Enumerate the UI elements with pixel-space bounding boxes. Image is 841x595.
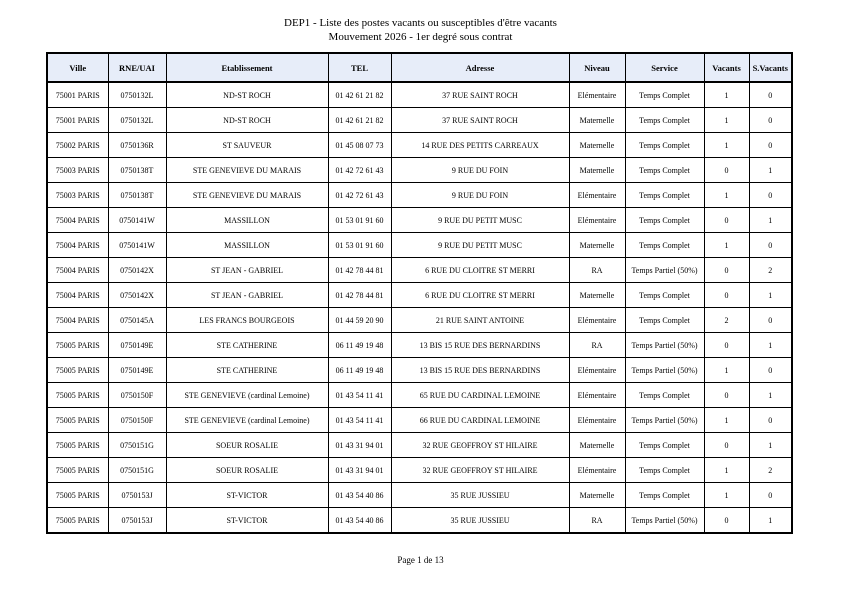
table-cell: Temps Complet	[625, 108, 704, 133]
table-cell: Temps Complet	[625, 158, 704, 183]
table-cell: 75005 PARIS	[47, 333, 108, 358]
table-cell: Elémentaire	[569, 308, 625, 333]
table-row	[47, 208, 792, 233]
table-cell: 1	[704, 358, 749, 383]
table-cell: 6 RUE DU CLOITRE ST MERRI	[391, 283, 569, 308]
table-cell: 1	[749, 158, 792, 183]
table-cell: 0	[704, 158, 749, 183]
table-cell: Maternelle	[569, 158, 625, 183]
table-cell: 9 RUE DU PETIT MUSC	[391, 233, 569, 258]
table-row	[47, 133, 792, 158]
table-cell: 0750151G	[108, 433, 166, 458]
table-cell: Temps Complet	[625, 458, 704, 483]
table-cell: Temps Complet	[625, 208, 704, 233]
table-cell: 0750141W	[108, 208, 166, 233]
table-cell: 9 RUE DU PETIT MUSC	[391, 208, 569, 233]
table-cell: 75005 PARIS	[47, 433, 108, 458]
table-row	[47, 383, 792, 408]
table-body	[47, 82, 792, 533]
table-cell: 0	[704, 258, 749, 283]
table-cell: 0	[749, 233, 792, 258]
table-cell: Elémentaire	[569, 82, 625, 108]
table-cell: STE CATHERINE	[166, 358, 328, 383]
table-cell: 0750141W	[108, 233, 166, 258]
table-cell: 01 43 54 40 86	[328, 483, 391, 508]
table-cell: 1	[704, 233, 749, 258]
table-cell: 9 RUE DU FOIN	[391, 158, 569, 183]
title-line-2: Mouvement 2026 - 1er degré sous contrat	[328, 31, 513, 43]
table-row	[47, 308, 792, 333]
table-header	[47, 53, 792, 82]
table-cell: 2	[749, 258, 792, 283]
table-cell: 0750132L	[108, 108, 166, 133]
table-cell: SOEUR ROSALIE	[166, 433, 328, 458]
table-row	[47, 158, 792, 183]
table-cell: MASSILLON	[166, 233, 328, 258]
table-row	[47, 108, 792, 133]
table-cell: STE GENEVIEVE DU MARAIS	[166, 158, 328, 183]
table-cell: 1	[749, 508, 792, 534]
vacant-posts-table	[46, 52, 793, 534]
table-cell: RA	[569, 258, 625, 283]
table-cell: Maternelle	[569, 483, 625, 508]
table-cell: ND-ST ROCH	[166, 82, 328, 108]
table-cell: 0	[749, 308, 792, 333]
table-cell: 2	[749, 458, 792, 483]
table-cell: Maternelle	[569, 433, 625, 458]
table-cell: 37 RUE SAINT ROCH	[391, 108, 569, 133]
table-cell: 01 43 54 40 86	[328, 508, 391, 534]
column-header: RNE/UAI	[108, 53, 166, 82]
table-cell: 1	[704, 458, 749, 483]
table-cell: 0750150F	[108, 383, 166, 408]
table-cell: Elémentaire	[569, 208, 625, 233]
table-row	[47, 483, 792, 508]
table-cell: ST JEAN - GABRIEL	[166, 283, 328, 308]
table-cell: 01 42 78 44 81	[328, 258, 391, 283]
table-cell: Elémentaire	[569, 458, 625, 483]
table-cell: ST-VICTOR	[166, 483, 328, 508]
column-header: TEL	[328, 53, 391, 82]
table-cell: ST JEAN - GABRIEL	[166, 258, 328, 283]
table-cell: MASSILLON	[166, 208, 328, 233]
table-cell: 0	[704, 383, 749, 408]
table-cell: Temps Complet	[625, 82, 704, 108]
table-cell: 75002 PARIS	[47, 133, 108, 158]
table-cell: Maternelle	[569, 233, 625, 258]
column-header: Ville	[47, 53, 108, 82]
table-cell: 66 RUE DU CARDINAL LEMOINE	[391, 408, 569, 433]
column-header: Adresse	[391, 53, 569, 82]
table-cell: 01 43 31 94 01	[328, 458, 391, 483]
table-cell: 0750142X	[108, 283, 166, 308]
table-cell: 0	[704, 333, 749, 358]
table-cell: 21 RUE SAINT ANTOINE	[391, 308, 569, 333]
table-row	[47, 408, 792, 433]
table-cell: RA	[569, 333, 625, 358]
table-cell: Temps Complet	[625, 233, 704, 258]
table-cell: 6 RUE DU CLOITRE ST MERRI	[391, 258, 569, 283]
table-cell: 01 42 72 61 43	[328, 183, 391, 208]
table-cell: 14 RUE DES PETITS CARREAUX	[391, 133, 569, 158]
table-cell: 1	[749, 433, 792, 458]
table-cell: 35 RUE JUSSIEU	[391, 508, 569, 534]
column-header: Service	[625, 53, 704, 82]
table-row	[47, 233, 792, 258]
table-cell: 0	[704, 283, 749, 308]
table-cell: 13 BIS 15 RUE DES BERNARDINS	[391, 358, 569, 383]
table-cell: Temps Partiel (50%)	[625, 333, 704, 358]
table-cell: 0	[704, 208, 749, 233]
table-row	[47, 358, 792, 383]
table-cell: 01 42 61 21 82	[328, 108, 391, 133]
table-cell: 0750151G	[108, 458, 166, 483]
table-cell: 0750138T	[108, 183, 166, 208]
table-cell: 01 42 61 21 82	[328, 82, 391, 108]
table-cell: 1	[749, 283, 792, 308]
table-cell: 75005 PARIS	[47, 483, 108, 508]
column-header: Vacants	[704, 53, 749, 82]
table-row	[47, 508, 792, 534]
table-row	[47, 183, 792, 208]
table-cell: 0	[749, 183, 792, 208]
table-row	[47, 433, 792, 458]
table-cell: ND-ST ROCH	[166, 108, 328, 133]
table-cell: 1	[749, 333, 792, 358]
table-cell: 75005 PARIS	[47, 508, 108, 534]
table-cell: 1	[704, 483, 749, 508]
table-row	[47, 458, 792, 483]
table-cell: 2	[704, 308, 749, 333]
table-cell: Temps Partiel (50%)	[625, 358, 704, 383]
document-title	[0, 16, 841, 44]
table-cell: 0750153J	[108, 508, 166, 534]
table-cell: 01 53 01 91 60	[328, 233, 391, 258]
table-cell: STE GENEVIEVE (cardinal Lemoine)	[166, 408, 328, 433]
table-cell: Maternelle	[569, 108, 625, 133]
table-cell: 0750149E	[108, 333, 166, 358]
table-cell: ST-VICTOR	[166, 508, 328, 534]
table-cell: Elémentaire	[569, 383, 625, 408]
table-cell: 0	[704, 508, 749, 534]
table-cell: 01 43 54 11 41	[328, 383, 391, 408]
table-cell: 06 11 49 19 48	[328, 333, 391, 358]
table-cell: 0750142X	[108, 258, 166, 283]
table-cell: 0750149E	[108, 358, 166, 383]
table-row	[47, 283, 792, 308]
table-cell: 01 53 01 91 60	[328, 208, 391, 233]
table-header-row	[47, 53, 792, 82]
table-cell: 0750136R	[108, 133, 166, 158]
table-cell: 1	[704, 408, 749, 433]
table-cell: 0	[749, 483, 792, 508]
table-cell: SOEUR ROSALIE	[166, 458, 328, 483]
column-header: S.Vacants	[749, 53, 792, 82]
table-cell: Temps Complet	[625, 308, 704, 333]
table-cell: Elémentaire	[569, 408, 625, 433]
table-cell: 01 45 08 07 73	[328, 133, 391, 158]
table-cell: STE CATHERINE	[166, 333, 328, 358]
table-cell: Temps Complet	[625, 183, 704, 208]
table-row	[47, 333, 792, 358]
table-cell: 0750132L	[108, 82, 166, 108]
table-cell: Temps Complet	[625, 133, 704, 158]
table-cell: Temps Partiel (50%)	[625, 408, 704, 433]
table-cell: 1	[704, 108, 749, 133]
table-cell: 01 44 59 20 90	[328, 308, 391, 333]
table-cell: 01 43 31 94 01	[328, 433, 391, 458]
table-cell: 0750138T	[108, 158, 166, 183]
table-cell: 32 RUE GEOFFROY ST HILAIRE	[391, 458, 569, 483]
table-cell: Temps Complet	[625, 483, 704, 508]
table-cell: 0	[704, 433, 749, 458]
table-cell: 75004 PARIS	[47, 233, 108, 258]
table-cell: 75004 PARIS	[47, 283, 108, 308]
table-cell: 0750153J	[108, 483, 166, 508]
table-cell: 35 RUE JUSSIEU	[391, 483, 569, 508]
column-header: Etablissement	[166, 53, 328, 82]
table-cell: 0	[749, 108, 792, 133]
table-cell: 75004 PARIS	[47, 258, 108, 283]
table-cell: Temps Complet	[625, 383, 704, 408]
table-cell: 0750145A	[108, 308, 166, 333]
table-cell: 75005 PARIS	[47, 358, 108, 383]
table-cell: RA	[569, 508, 625, 534]
table-cell: 01 42 72 61 43	[328, 158, 391, 183]
table-cell: 75001 PARIS	[47, 108, 108, 133]
table-cell: Temps Complet	[625, 283, 704, 308]
table-cell: 1	[704, 133, 749, 158]
table-cell: 9 RUE DU FOIN	[391, 183, 569, 208]
table-cell: 37 RUE SAINT ROCH	[391, 82, 569, 108]
table-cell: 1	[704, 183, 749, 208]
table-cell: Maternelle	[569, 133, 625, 158]
table-cell: 0	[749, 82, 792, 108]
table-cell: 75005 PARIS	[47, 383, 108, 408]
table-cell: Temps Partiel (50%)	[625, 508, 704, 534]
table-cell: 13 BIS 15 RUE DES BERNARDINS	[391, 333, 569, 358]
table-cell: ST SAUVEUR	[166, 133, 328, 158]
column-header: Niveau	[569, 53, 625, 82]
table-cell: 75005 PARIS	[47, 458, 108, 483]
table-cell: Maternelle	[569, 283, 625, 308]
table-cell: 1	[749, 208, 792, 233]
page-number: Page 1 de 13	[397, 555, 444, 565]
table-cell: 32 RUE GEOFFROY ST HILAIRE	[391, 433, 569, 458]
table-cell: Elémentaire	[569, 358, 625, 383]
table-cell: 75001 PARIS	[47, 82, 108, 108]
table-row	[47, 258, 792, 283]
table-cell: 75005 PARIS	[47, 408, 108, 433]
table-cell: 0750150F	[108, 408, 166, 433]
table-cell: STE GENEVIEVE DU MARAIS	[166, 183, 328, 208]
table-cell: 0	[749, 358, 792, 383]
table-cell: STE GENEVIEVE (cardinal Lemoine)	[166, 383, 328, 408]
table-cell: 01 43 54 11 41	[328, 408, 391, 433]
table-cell: Temps Partiel (50%)	[625, 258, 704, 283]
table-cell: 75003 PARIS	[47, 183, 108, 208]
table-cell: 75003 PARIS	[47, 158, 108, 183]
title-line-1: DEP1 - Liste des postes vacants ou susceptibles d'être vacants	[284, 17, 557, 29]
table-cell: 1	[704, 82, 749, 108]
table-cell: 65 RUE DU CARDINAL LEMOINE	[391, 383, 569, 408]
table-cell: 0	[749, 133, 792, 158]
table-cell: 0	[749, 408, 792, 433]
table-cell: Elémentaire	[569, 183, 625, 208]
table-cell: 01 42 78 44 81	[328, 283, 391, 308]
table-cell: LES FRANCS BOURGEOIS	[166, 308, 328, 333]
table-row	[47, 82, 792, 108]
table-cell: 06 11 49 19 48	[328, 358, 391, 383]
table-cell: Temps Complet	[625, 433, 704, 458]
table-cell: 1	[749, 383, 792, 408]
table-cell: 75004 PARIS	[47, 208, 108, 233]
table-cell: 75004 PARIS	[47, 308, 108, 333]
